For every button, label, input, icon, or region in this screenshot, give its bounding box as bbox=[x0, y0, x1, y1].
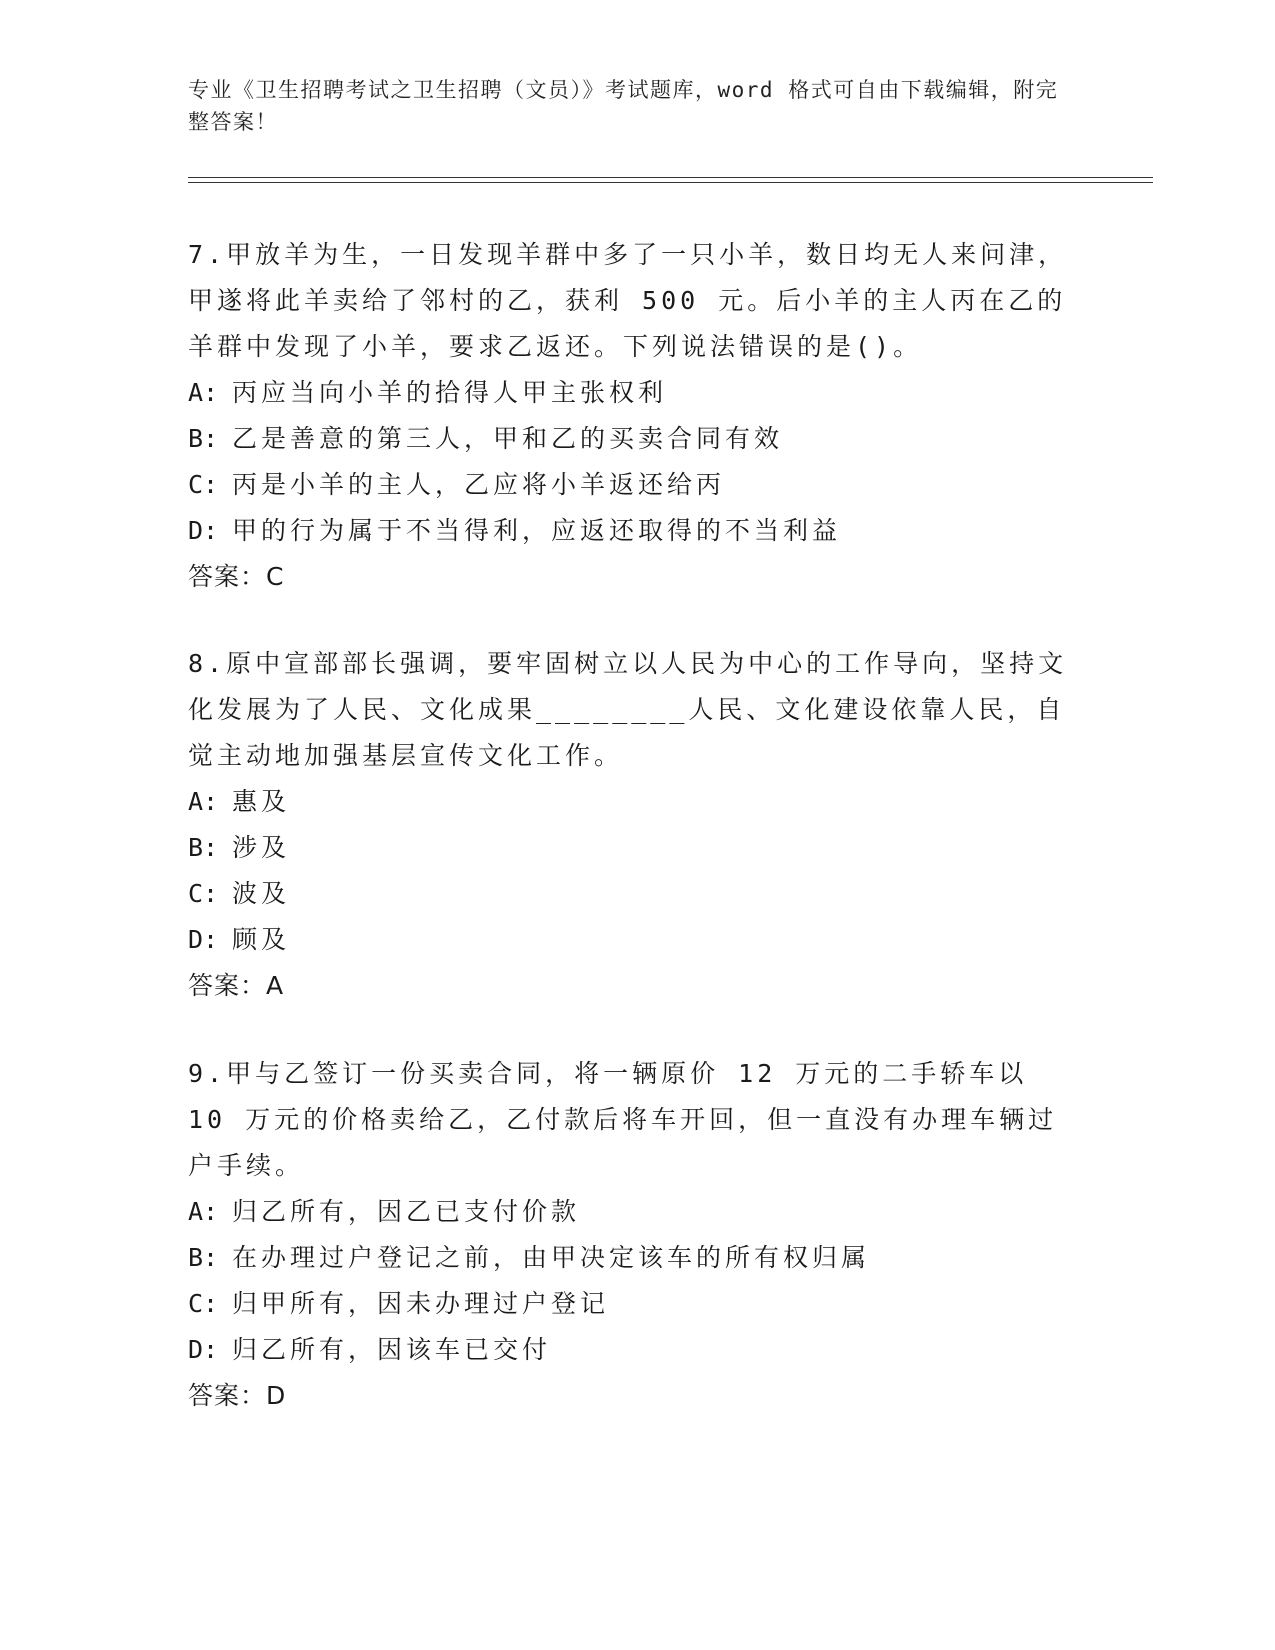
option-text: 涉及 bbox=[232, 833, 291, 862]
option-letter: C: bbox=[188, 470, 219, 499]
document-header: 专业《卫生招聘考试之卫生招聘（文员）》考试题库，word 格式可自由下载编辑，附完整答案！ bbox=[188, 78, 1059, 134]
option-b bbox=[188, 416, 1068, 462]
option-list bbox=[188, 779, 1068, 963]
option-text: 波及 bbox=[232, 879, 291, 908]
option-letter: D: bbox=[188, 1335, 219, 1364]
option-letter: D: bbox=[188, 516, 219, 545]
header-divider-bottom bbox=[188, 182, 1153, 183]
option-list bbox=[188, 1189, 1068, 1373]
option-a bbox=[188, 779, 1068, 825]
header-divider-top bbox=[188, 177, 1153, 178]
option-text: 甲的行为属于不当得利，应返还取得的不当利益 bbox=[232, 516, 842, 545]
option-text: 乙是善意的第三人，甲和乙的买卖合同有效 bbox=[232, 424, 784, 453]
option-c bbox=[188, 871, 1068, 917]
option-d bbox=[188, 917, 1068, 963]
question-8 bbox=[188, 641, 1068, 1009]
option-letter: D: bbox=[188, 925, 219, 954]
option-letter: C: bbox=[188, 879, 219, 908]
option-text: 归甲所有，因未办理过户登记 bbox=[232, 1289, 610, 1318]
option-text: 在办理过户登记之前，由甲决定该车的所有权归属 bbox=[232, 1243, 871, 1272]
option-text: 惠及 bbox=[232, 787, 291, 816]
option-b bbox=[188, 825, 1068, 871]
option-letter: A: bbox=[188, 378, 219, 407]
option-d bbox=[188, 1327, 1068, 1373]
option-a bbox=[188, 370, 1068, 416]
question-stem: 7.甲放羊为生，一日发现羊群中多了一只小羊，数日均无人来问津，甲遂将此羊卖给了邻村的乙，获利 500 元。后小羊的主人丙在乙的羊群中发现了小羊，要求乙返还。下列说法错误的是()。 bbox=[188, 240, 1068, 361]
option-text: 丙是小羊的主人，乙应将小羊返还给丙 bbox=[232, 470, 726, 499]
option-text: 顾及 bbox=[232, 925, 291, 954]
option-text: 丙应当向小羊的拾得人甲主张权利 bbox=[232, 378, 668, 407]
answer: 答案：C bbox=[188, 562, 285, 591]
question-9 bbox=[188, 1051, 1068, 1419]
option-c bbox=[188, 462, 1068, 508]
option-text: 归乙所有，因乙已支付价款 bbox=[232, 1197, 581, 1226]
option-a bbox=[188, 1189, 1068, 1235]
option-c bbox=[188, 1281, 1068, 1327]
answer: 答案：A bbox=[188, 971, 285, 1000]
question-stem: 9.甲与乙签订一份买卖合同，将一辆原价 12 万元的二手轿车以 10 万元的价格卖给乙，乙付款后将车开回，但一直没有办理车辆过户手续。 bbox=[188, 1059, 1058, 1180]
answer: 答案：D bbox=[188, 1381, 287, 1410]
option-list bbox=[188, 370, 1068, 554]
option-letter: C: bbox=[188, 1289, 219, 1318]
option-letter: A: bbox=[188, 1197, 219, 1226]
option-letter: A: bbox=[188, 787, 219, 816]
option-letter: B: bbox=[188, 833, 219, 862]
option-d bbox=[188, 508, 1068, 554]
option-letter: B: bbox=[188, 424, 219, 453]
option-letter: B: bbox=[188, 1243, 219, 1272]
option-text: 归乙所有，因该车已交付 bbox=[232, 1335, 552, 1364]
option-b bbox=[188, 1235, 1068, 1281]
question-stem: 8.原中宣部部长强调，要牢固树立以人民为中心的工作导向，坚持文化发展为了人民、文化成果________人民、文化建设依靠人民，自觉主动地加强基层宣传文化工作。 bbox=[188, 649, 1068, 770]
question-7 bbox=[188, 232, 1068, 600]
